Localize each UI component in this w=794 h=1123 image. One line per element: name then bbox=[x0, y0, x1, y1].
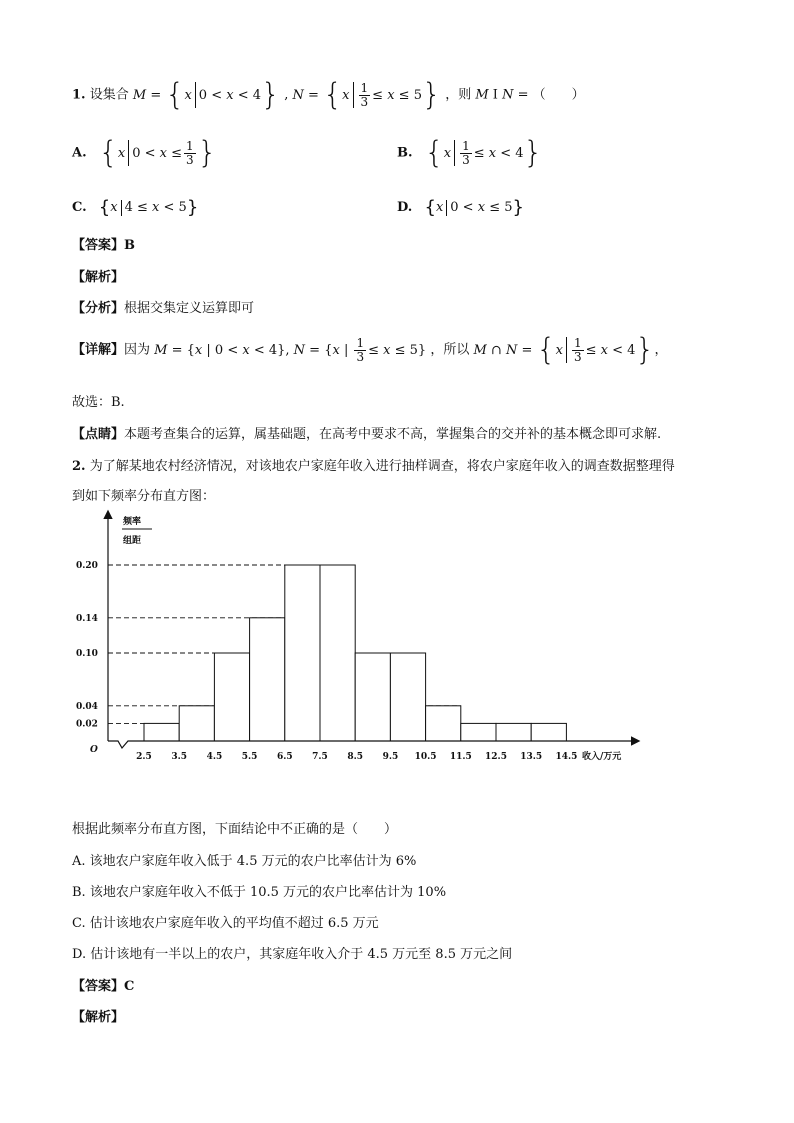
x-tick-label: 9.5 bbox=[382, 752, 399, 762]
q1-dianjing: 【点睛】本题考查集合的运算，属基础题，在高考中要求不高，掌握集合的交并补的基本概念即可求解. bbox=[72, 427, 662, 442]
y-axis-label-top: 频率 bbox=[123, 517, 142, 527]
q1-option-b: B. {x $\frac{1}{3}$ ≤ x < 4} bbox=[397, 135, 543, 170]
q2-question: 根据此频率分布直方图，下面结论中不正确的是（ ） bbox=[72, 822, 398, 837]
q2-stem-line1: 2. 为了解某地农村经济情况，对该地农户家庭年收入进行抽样调查，将农户家庭年收入的调查数据整理得 bbox=[72, 459, 675, 474]
x-tick-label: 3.5 bbox=[171, 752, 188, 762]
histogram-bar bbox=[355, 653, 390, 741]
x-tick-label: 7.5 bbox=[312, 752, 328, 762]
q1-set-m: M = {x 0 < x < 4} bbox=[132, 77, 281, 112]
q1-jiexi-tag: 【解析】 bbox=[72, 270, 125, 285]
q1-stem-end: （ ） bbox=[532, 87, 585, 103]
q1-number: 1. bbox=[72, 87, 86, 103]
q2-option-c: C. 估计该地农户家庭年收入的平均值不超过 6.5 万元 bbox=[72, 916, 379, 931]
histogram-bar bbox=[214, 653, 249, 741]
q1-option-d: D. {x 0 < x ≤ 5} bbox=[397, 197, 524, 218]
histogram-bar bbox=[179, 706, 214, 741]
x-tick-label: 4.5 bbox=[206, 752, 223, 762]
q1-stem: 1. 设集合 M = {x 0 < x < 4} , N = {x $\frac{1}{3}$ ≤ x ≤ 5} ，则 M I N = （ ） bbox=[72, 77, 585, 112]
x-tick-label: 2.5 bbox=[136, 752, 152, 762]
y-tick-label: 0.20 bbox=[76, 561, 98, 571]
x-tick-label: 14.5 bbox=[555, 752, 578, 762]
y-tick-label: 0.14 bbox=[76, 613, 98, 624]
q1-expression: M I N = bbox=[475, 87, 529, 103]
frequency-histogram bbox=[60, 500, 660, 780]
q2-stem-line2: 到如下频率分布直方图： bbox=[72, 489, 216, 504]
q2-option-b: B. 该地农户家庭年收入不低于 10.5 万元的农户比率估计为 10% bbox=[72, 885, 447, 900]
histogram-bar bbox=[144, 723, 179, 741]
x-tick-label: 8.5 bbox=[347, 752, 364, 762]
histogram-bar bbox=[320, 565, 355, 741]
q2-jiexi-tag: 【解析】 bbox=[72, 1010, 125, 1025]
histogram-bar bbox=[461, 723, 496, 741]
x-axis bbox=[108, 741, 638, 748]
x-tick-label: 6.5 bbox=[276, 752, 293, 762]
q2-option-a: A. 该地农户家庭年收入低于 4.5 万元的农户比率估计为 6% bbox=[72, 854, 417, 869]
y-tick-label: 0.02 bbox=[76, 719, 98, 730]
q1-answer: 【答案】B bbox=[72, 238, 136, 253]
histogram-bar bbox=[496, 723, 531, 741]
q1-stem-prefix: 设集合 bbox=[89, 87, 129, 103]
origin-label: O bbox=[90, 745, 98, 755]
histogram-bar bbox=[250, 618, 285, 741]
histogram-bar bbox=[285, 565, 320, 741]
x-axis-label: 收入/万元 bbox=[582, 752, 622, 762]
histogram-bar bbox=[426, 706, 461, 741]
q1-xiangjie: 【详解】因为 M = {x | 0 < x < 4}, N = {x | $\frac{1}{3}$ ≤ x ≤ 5} ，所以 M ∩ N = {x $\frac{1}{3}$ ≤ x < 4}， bbox=[72, 332, 668, 367]
q2-option-d: D. 估计该地有一半以上的农户，其家庭年收入介于 4.5 万元至 8.5 万元之间 bbox=[72, 947, 513, 962]
q1-option-a: A. {x 0 < x ≤ $\frac{1}{3}$ } bbox=[72, 135, 217, 170]
histogram-bar bbox=[531, 723, 566, 741]
x-tick-label: 5.5 bbox=[241, 752, 258, 762]
q1-set-n: N = {x $\frac{1}{3}$ ≤ x ≤ 5} bbox=[292, 77, 442, 112]
q1-guxuan: 故选：B. bbox=[72, 395, 125, 410]
x-tick-label: 10.5 bbox=[414, 752, 437, 762]
q1-option-c: C. {x 4 ≤ x < 5} bbox=[72, 197, 199, 218]
x-tick-label: 13.5 bbox=[520, 752, 543, 762]
y-tick-label: 0.04 bbox=[76, 701, 98, 712]
y-tick-label: 0.10 bbox=[76, 649, 98, 659]
x-tick-label: 11.5 bbox=[449, 752, 472, 762]
q2-answer: 【答案】C bbox=[72, 979, 135, 994]
histogram-bar bbox=[390, 653, 425, 741]
x-tick-label: 12.5 bbox=[485, 752, 507, 762]
q1-stem-then: ，则 bbox=[445, 87, 472, 103]
y-axis-label-bottom: 组距 bbox=[123, 536, 142, 546]
q1-fenxi: 【分析】根据交集定义运算即可 bbox=[72, 301, 255, 316]
